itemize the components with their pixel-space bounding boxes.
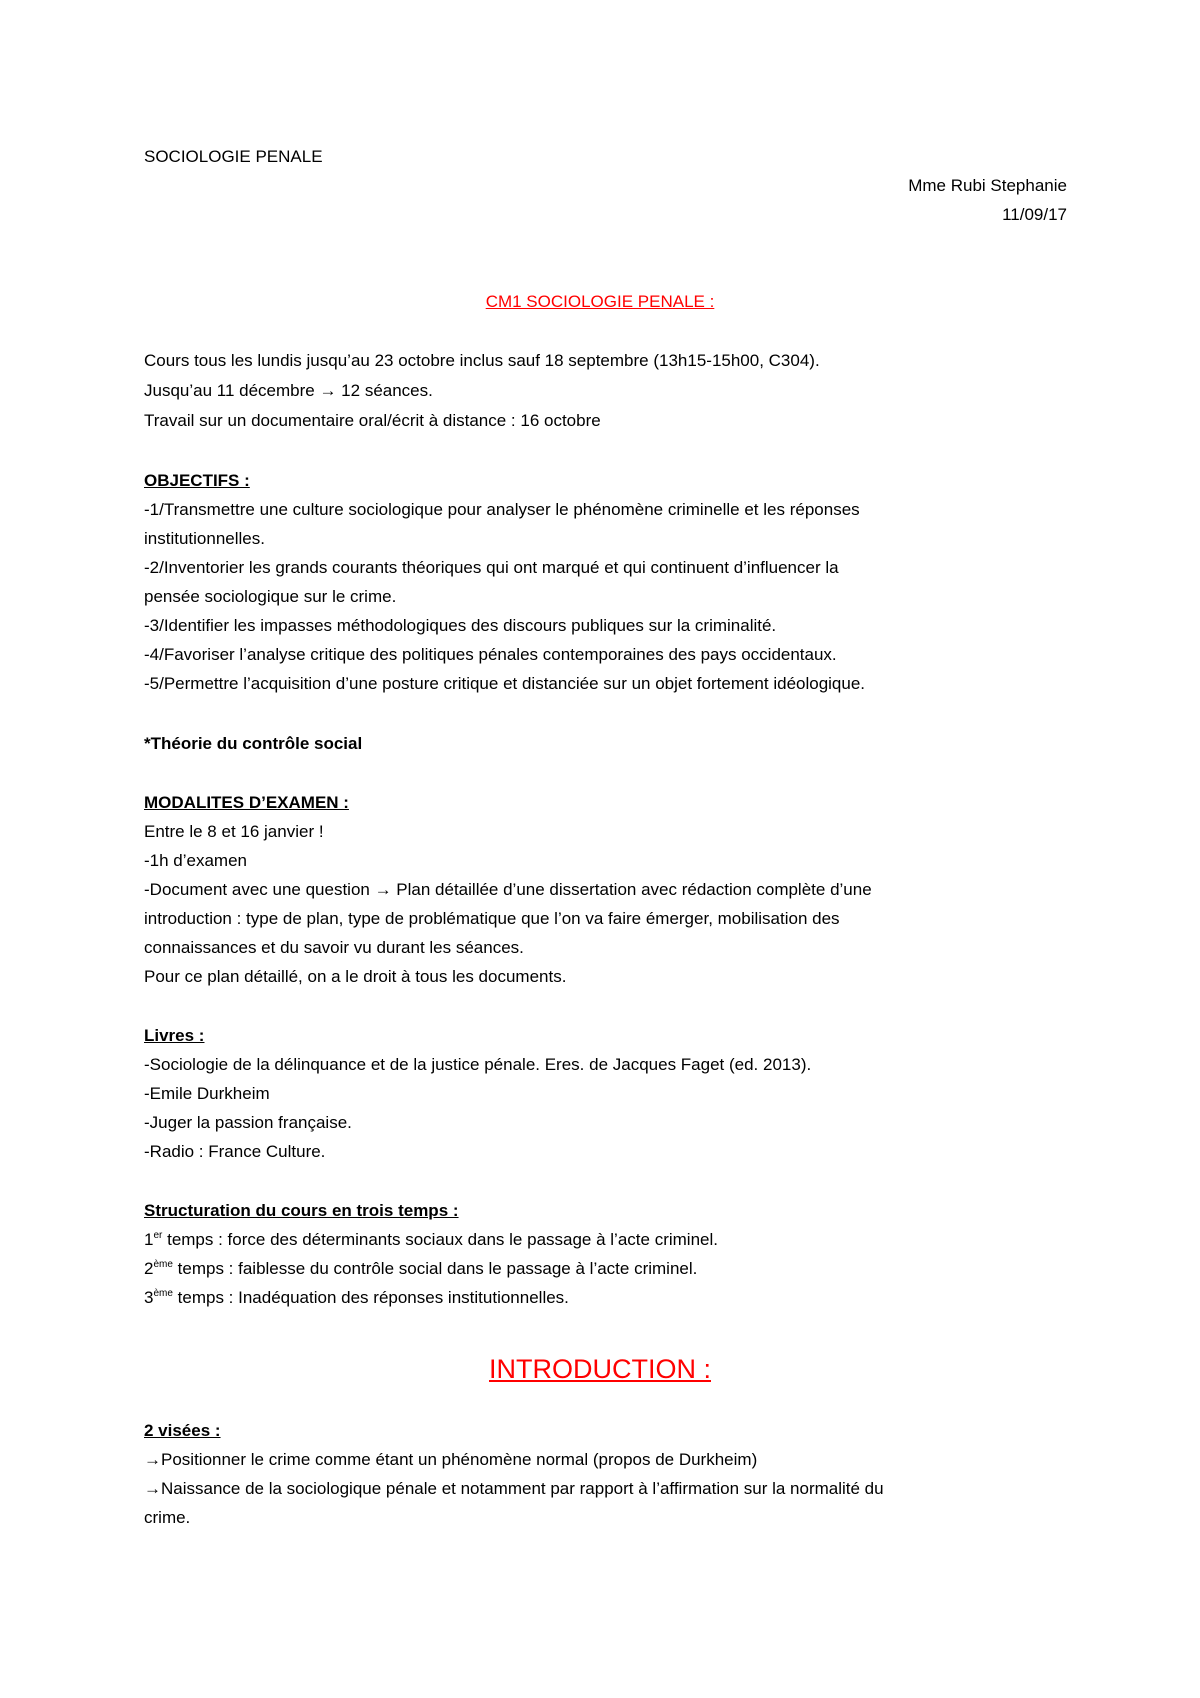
item-ordinal: er [153, 1230, 163, 1241]
objectif-line: pensée sociologique sur le crime. [144, 587, 397, 606]
objectif-line: -3/Identifier les impasses méthodologiques des discours publiques sur la criminalité. [144, 616, 777, 635]
objectif-line: -1/Transmettre une culture sociologique pour analyser le phénomène criminelle et les réponses [144, 500, 860, 519]
structuration-item [144, 1287, 569, 1309]
item-text: temps : force des déterminants sociaux dans le passage à l’acte criminel. [162, 1230, 718, 1249]
objectif-line: institutionnelles. [144, 529, 265, 548]
structuration-item [144, 1258, 697, 1280]
document-date: 11/09/17 [1002, 205, 1067, 224]
intro-line: Travail sur un documentaire oral/écrit à distance : 16 octobre [144, 411, 601, 430]
intro-line: Jusqu’au 11 décembre → 12 séances. [144, 381, 433, 400]
item-text: temps : Inadéquation des réponses institutionnelles. [172, 1288, 569, 1307]
item-ordinal: ème [153, 1259, 173, 1270]
item-ordinal: ème [153, 1288, 173, 1299]
livre-line: -Sociologie de la délinquance et de la justice pénale. Eres. de Jacques Faget (ed. 2013). [144, 1055, 812, 1074]
visee-line: →Positionner le crime comme étant un phénomène normal (propos de Durkheim) [144, 1450, 758, 1469]
structuration-item [144, 1229, 718, 1251]
livre-line: -Emile Durkheim [144, 1084, 270, 1103]
modalites-line: Entre le 8 et 16 janvier ! [144, 822, 324, 841]
modalites-line: connaissances et du savoir vu durant les séances. [144, 938, 524, 957]
item-text: temps : faiblesse du contrôle social dans le passage à l’acte criminel. [172, 1259, 698, 1278]
modalites-line: Pour ce plan détaillé, on a le droit à tous les documents. [144, 967, 567, 986]
objectifs-heading: OBJECTIFS : [144, 471, 250, 490]
visees-heading: 2 visées : [144, 1421, 221, 1440]
introduction-title: INTRODUCTION : [489, 1354, 711, 1384]
objectif-line: -4/Favoriser l’analyse critique des politiques pénales contemporaines des pays occidentaux. [144, 645, 837, 664]
theorie-line: *Théorie du contrôle social [144, 734, 363, 753]
livre-line: -Radio : France Culture. [144, 1142, 326, 1161]
objectif-line: -5/Permettre l’acquisition d’une posture critique et distanciée sur un objet fortement idéologique. [144, 674, 866, 693]
structuration-heading: Structuration du cours en trois temps : [144, 1201, 459, 1220]
cm-title: CM1 SOCIOLOGIE PENALE : [485, 292, 715, 311]
author-name: Mme Rubi Stephanie [908, 176, 1067, 195]
item-number: 1 [144, 1230, 154, 1249]
modalites-line: introduction : type de plan, type de problématique que l’on va faire émerger, mobilisation des [144, 909, 840, 928]
modalites-line: -1h d’examen [144, 851, 248, 870]
document-title: SOCIOLOGIE PENALE [144, 147, 323, 166]
visee-line: crime. [144, 1508, 191, 1527]
livre-line: -Juger la passion française. [144, 1113, 352, 1132]
item-number: 3 [144, 1288, 154, 1307]
item-number: 2 [144, 1259, 154, 1278]
objectif-line: -2/Inventorier les grands courants théoriques qui ont marqué et qui continuent d’influencer la [144, 558, 839, 577]
intro-line: Cours tous les lundis jusqu’au 23 octobre inclus sauf 18 septembre (13h15-15h00, C304). [144, 351, 820, 370]
modalites-line: -Document avec une question → Plan détaillée d’une dissertation avec rédaction complète d’une [144, 880, 872, 899]
visee-line: →Naissance de la sociologique pénale et notamment par rapport à l’affirmation sur la normalité du [144, 1479, 884, 1498]
modalites-heading: MODALITES D’EXAMEN : [144, 793, 349, 812]
livres-heading: Livres : [144, 1026, 205, 1045]
